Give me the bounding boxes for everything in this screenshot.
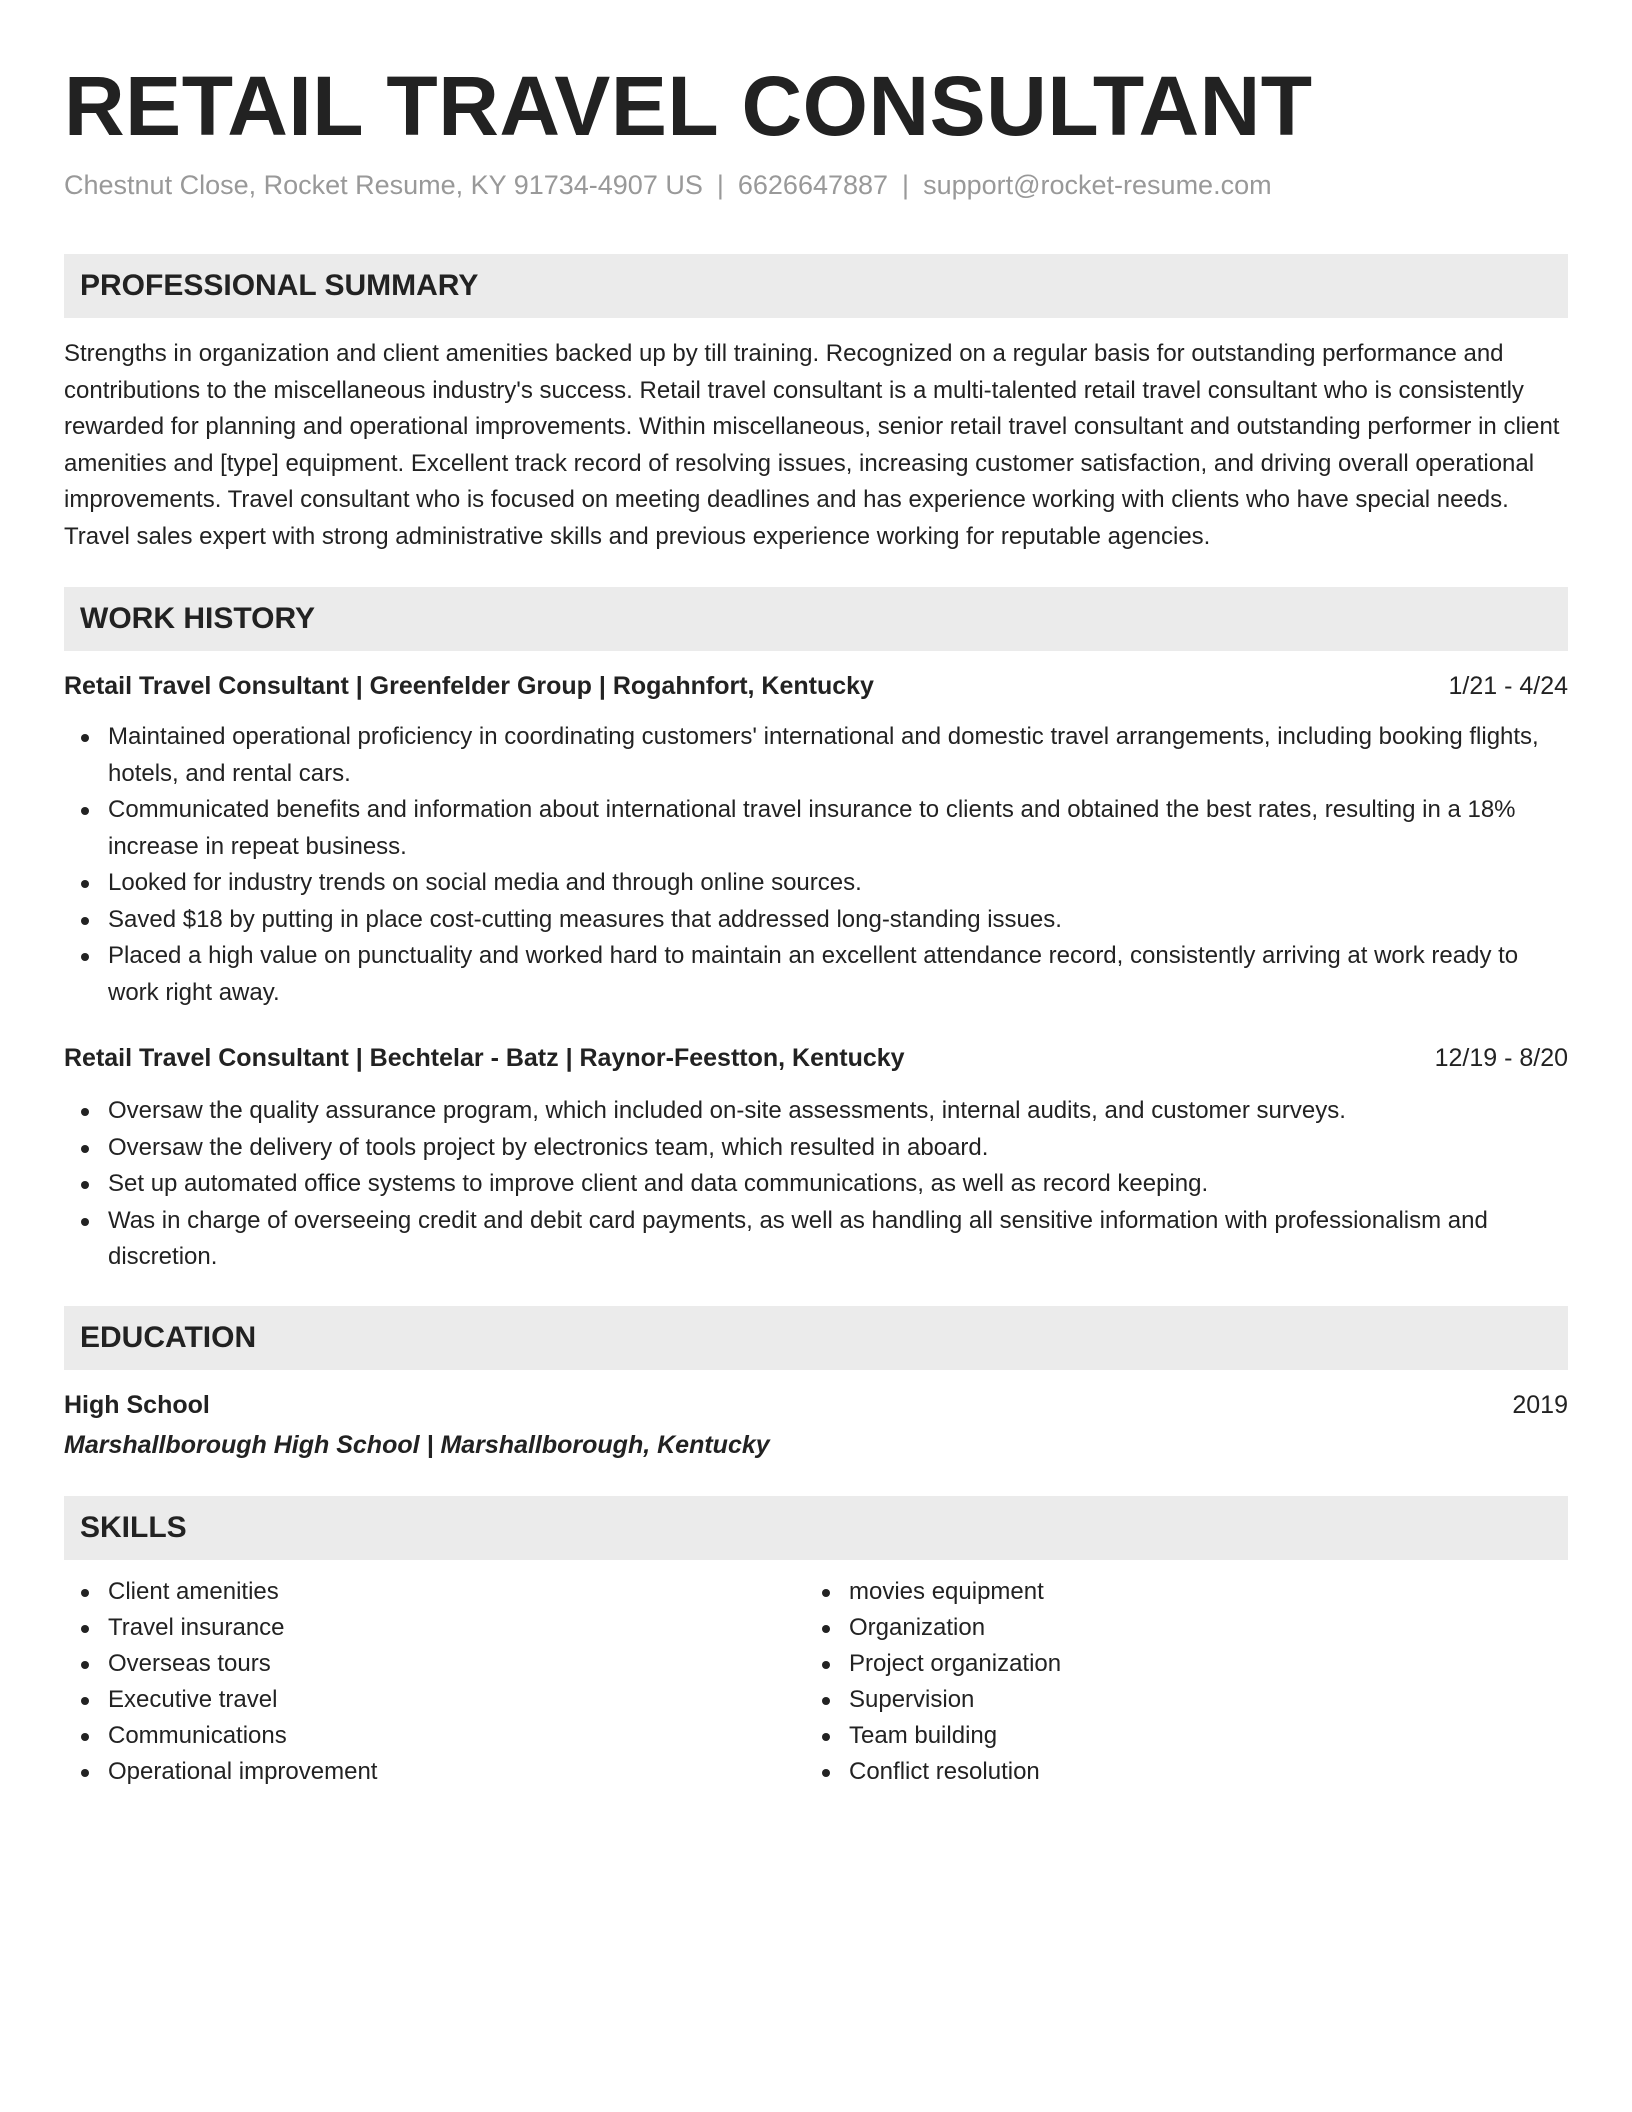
- education-entry: [64, 1388, 1568, 1422]
- skill-item: Organization: [805, 1610, 1546, 1646]
- job-title: Retail Travel Consultant | Greenfelder Group | Rogahnfort, Kentucky: [64, 672, 874, 700]
- contact-address: Chestnut Close, Rocket Resume, KY 91734-4907 US: [64, 170, 703, 200]
- skill-item: Project organization: [805, 1646, 1546, 1682]
- skill-item: Communications: [64, 1718, 805, 1754]
- education-school: Marshallborough High School | Marshallborough, Kentucky: [64, 1430, 770, 1459]
- education-degree: High School: [64, 1390, 210, 1419]
- job-bullet: Placed a high value on punctuality and worked hard to maintain an excellent attendance record, consistently arriving at work ready to work right away.: [64, 938, 1568, 1011]
- job-bullet-list: [64, 1093, 1568, 1276]
- job-header: [64, 669, 1568, 703]
- skills-column-left: [64, 1574, 805, 1790]
- job-title: Retail Travel Consultant | Bechtelar - Batz | Raynor-Feestton, Kentucky: [64, 1044, 905, 1072]
- skill-item: Team building: [805, 1718, 1546, 1754]
- job-dates: 1/21 - 4/24: [1448, 672, 1568, 700]
- job-bullet: Saved $18 by putting in place cost-cutting measures that addressed long-standing issues.: [64, 902, 1568, 939]
- section-heading-education: EDUCATION: [64, 1306, 1568, 1370]
- job-bullet: Was in charge of overseeing credit and debit card payments, as well as handling all sensitive information with professionalism and discretion.: [64, 1203, 1568, 1276]
- section-heading-work-history: WORK HISTORY: [64, 587, 1568, 651]
- skill-item: Conflict resolution: [805, 1754, 1546, 1790]
- skill-item: Operational improvement: [64, 1754, 805, 1790]
- job-bullet: Oversaw the quality assurance program, which included on-site assessments, internal audits, and customer surveys.: [64, 1093, 1568, 1130]
- section-heading-skills: SKILLS: [64, 1496, 1568, 1560]
- contact-phone: 6626647887: [737, 170, 889, 200]
- education-year: 2019: [1512, 1390, 1568, 1419]
- skill-item: Overseas tours: [64, 1646, 805, 1682]
- candidate-name: RETAIL TRAVEL CONSULTANT: [64, 59, 1313, 153]
- job-bullet: Set up automated office systems to improve client and data communications, as well as record keeping.: [64, 1166, 1568, 1203]
- summary-text: Strengths in organization and client amenities backed up by till training. Recognized on a regular basis for outstanding performance and contributions to the miscellaneous industry's success. Retail travel consultant is a multi-talented retail travel consultant who is consistently rewarded for planning and operational improvements. Within miscellaneous, senior retail travel consultant and outstanding performer in client amenities and [type] equipment. Excellent track record of resolving issues, increasing customer satisfaction, and driving overall operational improvements. Travel consultant who is focused on meeting deadlines and has experience working with clients who have special needs. Travel sales expert with strong administrative skills and previous experience working for reputable agencies.: [64, 340, 1560, 550]
- skill-item: movies equipment: [805, 1574, 1546, 1610]
- skill-item: Client amenities: [64, 1574, 805, 1610]
- job-bullet: Maintained operational proficiency in coordinating customers' international and domestic travel arrangements, including booking flights, hotels, and rental cars.: [64, 719, 1568, 792]
- skill-item: Travel insurance: [64, 1610, 805, 1646]
- job-bullet: Oversaw the delivery of tools project by electronics team, which resulted in aboard.: [64, 1130, 1568, 1167]
- skills-column-right: [805, 1574, 1546, 1790]
- contact-separator: |: [902, 170, 910, 200]
- section-heading-summary: PROFESSIONAL SUMMARY: [64, 254, 1568, 318]
- skill-item: Executive travel: [64, 1682, 805, 1718]
- contact-separator: |: [716, 170, 724, 200]
- skills-grid: [64, 1574, 1568, 1790]
- skill-item: Supervision: [805, 1682, 1546, 1718]
- job-bullet: Looked for industry trends on social media and through online sources.: [64, 865, 1568, 902]
- job-bullet-list: [64, 719, 1568, 1011]
- contact-line: [64, 168, 1568, 202]
- contact-email: support@rocket-resume.com: [923, 170, 1272, 200]
- job-header: [64, 1041, 1568, 1075]
- job-bullet: Communicated benefits and information about international travel insurance to clients and obtained the best rates, resulting in a 18% increase in repeat business.: [64, 792, 1568, 865]
- job-dates: 12/19 - 8/20: [1434, 1044, 1568, 1072]
